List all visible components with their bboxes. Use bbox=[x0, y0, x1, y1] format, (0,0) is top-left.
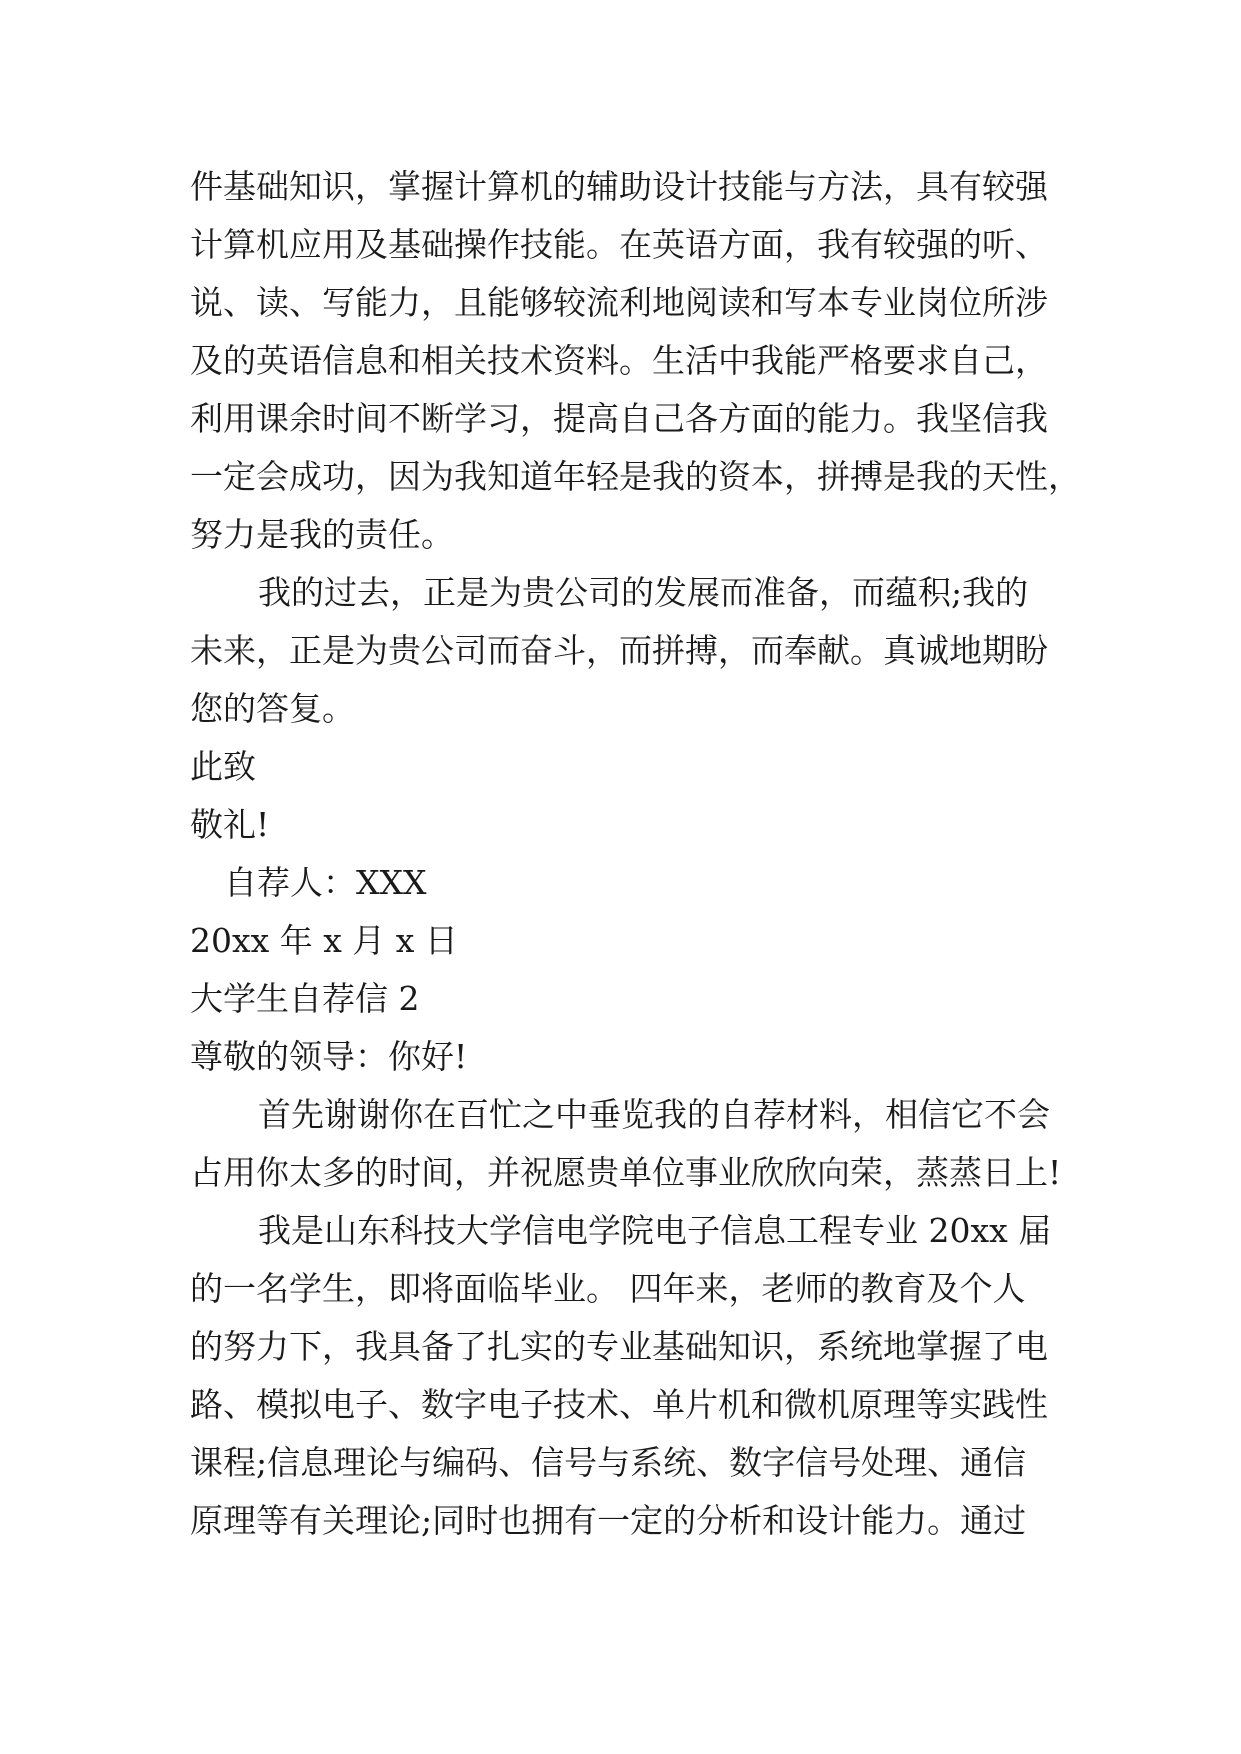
section-title: 大学生自荐信 2 bbox=[190, 979, 420, 1018]
text-line: 占用你太多的时间，并祝愿贵单位事业欣欣向荣，蒸蒸日上! bbox=[190, 1153, 1062, 1192]
text-line: 利用课余时间不断学习，提高自己各方面的能力。我坚信我 bbox=[190, 399, 1048, 438]
paragraph-start-line: 首先谢谢你在百忙之中垂览我的自荐材料，相信它不会 bbox=[258, 1095, 1050, 1134]
paragraph-start-line: 我的过去，正是为贵公司的发展而准备，而蕴积;我的 bbox=[258, 573, 1029, 612]
greeting-line: 尊敬的领导：你好! bbox=[190, 1037, 468, 1076]
text-line: 说、读、写能力，且能够较流利地阅读和写本专业岗位所涉 bbox=[190, 283, 1048, 322]
text-line: 课程;信息理论与编码、信号与系统、数字信号处理、通信 bbox=[190, 1443, 1027, 1482]
closing-regards: 敬礼! bbox=[190, 805, 270, 844]
text-line: 一定会成功，因为我知道年轻是我的资本，拼搏是我的天性， bbox=[190, 457, 1081, 496]
text-line: 的努力下，我具备了扎实的专业基础知识，系统地掌握了电 bbox=[190, 1327, 1048, 1366]
text-line: 路、模拟电子、数字电子技术、单片机和微机原理等实践性 bbox=[190, 1385, 1048, 1424]
date-line: 20xx 年 x 月 x 日 bbox=[190, 921, 458, 960]
text-line: 计算机应用及基础操作技能。在英语方面，我有较强的听、 bbox=[190, 225, 1048, 264]
text-line: 未来，正是为贵公司而奋斗，而拼搏，而奉献。真诚地期盼 bbox=[190, 631, 1048, 670]
signature-line: 自荐人：XXX bbox=[224, 863, 427, 902]
text-line: 的一名学生，即将面临毕业。 四年来，老师的教育及个人 bbox=[190, 1269, 1026, 1308]
text-line: 及的英语信息和相关技术资料。生活中我能严格要求自己， bbox=[190, 341, 1048, 380]
text-line: 原理等有关理论;同时也拥有一定的分析和设计能力。通过 bbox=[190, 1501, 1027, 1540]
letter-body bbox=[190, 158, 1081, 1550]
closing-salutation: 此致 bbox=[190, 747, 256, 786]
text-line: 件基础知识，掌握计算机的辅助设计技能与方法，具有较强 bbox=[190, 167, 1048, 206]
text-line: 努力是我的责任。 bbox=[190, 515, 454, 554]
text-line: 您的答复。 bbox=[190, 689, 355, 728]
paragraph-start-line: 我是山东科技大学信电学院电子信息工程专业 20xx 届 bbox=[258, 1211, 1052, 1250]
